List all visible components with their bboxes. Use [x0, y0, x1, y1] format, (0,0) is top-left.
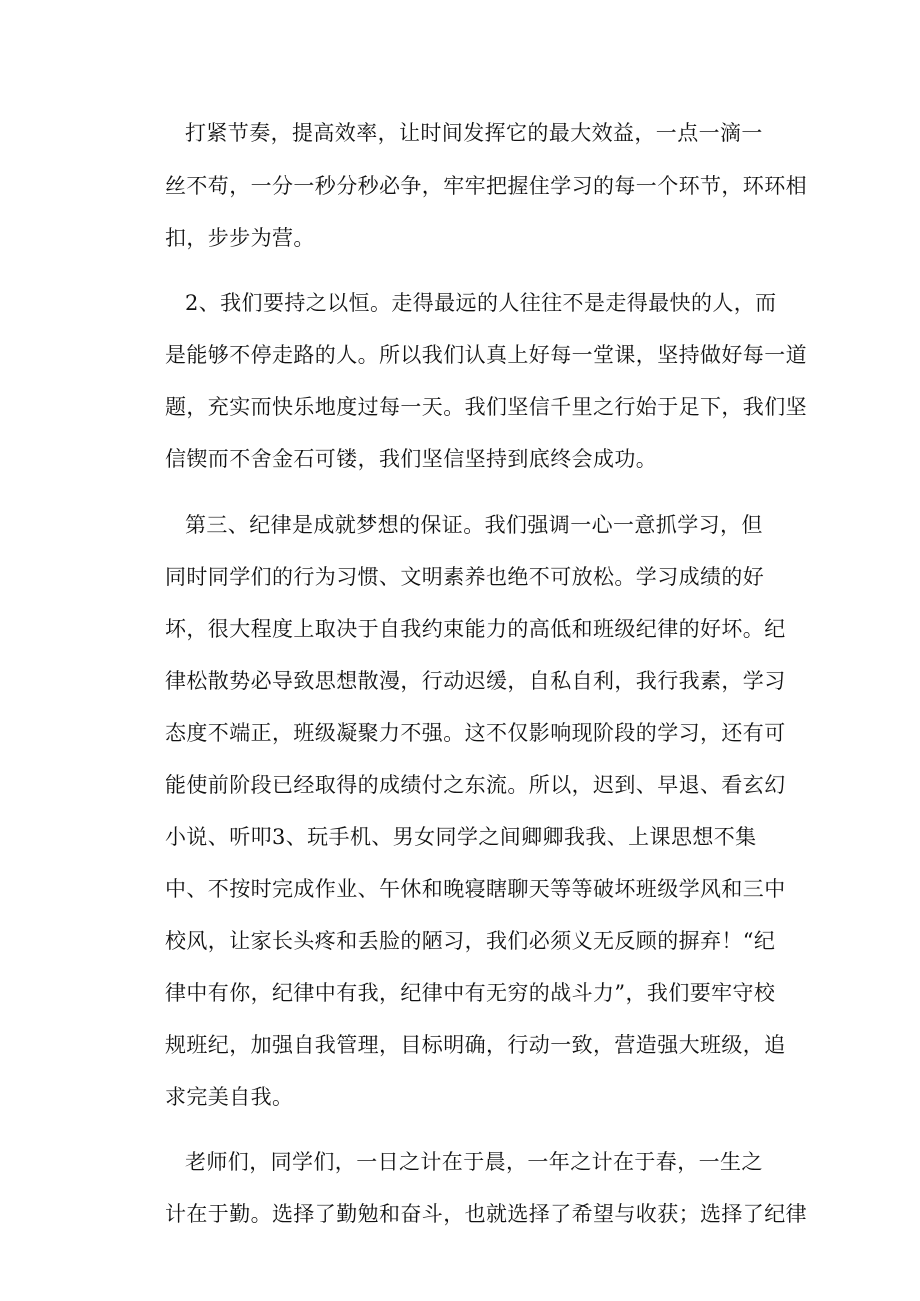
text-line: 能使前阶段已经取得的成绩付之东流。所以，迟到、早退、看玄幻 [165, 773, 786, 797]
text-line: 律中有你，纪律中有我，纪律中有无穷的战斗力”，我们要牢守校 [165, 981, 776, 1005]
text-line: 求完美自我。 [165, 1085, 294, 1109]
text-line: 坏，很大程度上取决于自我约束能力的高低和班级纪律的好坏。纪 [165, 617, 786, 641]
text-line: 丝不苟，一分一秒分秒必争，牢牢把握住学习的每一个环节，环环相 [165, 174, 807, 198]
text-line: 同时同学们的行为习惯、文明素养也绝不可放松。学习成绩的好 [165, 565, 765, 589]
text-line: 律松散势必导致思想散漫，行动迟缓，自私自利，我行我素，学习 [165, 669, 786, 693]
text-line: 2、我们要持之以恒。走得最远的人往往不是走得最快的人，而 [185, 291, 777, 315]
text-line: 打紧节奏，提高效率，让时间发挥它的最大效益，一点一滴一 [185, 121, 763, 145]
text-line: 信锲而不舍金石可镂，我们坚信坚持到底终会成功。 [165, 447, 658, 471]
text-line: 题，充实而快乐地度过每一天。我们坚信千里之行始于足下，我们坚 [165, 395, 807, 419]
text-line: 规班纪，加强自我管理，目标明确，行动一致，营造强大班级，追 [165, 1033, 786, 1057]
text-line: 校风，让家长头疼和丢脸的陋习，我们必须义无反顾的摒弃！“纪 [165, 929, 776, 953]
text-line: 扣，步步为营。 [165, 226, 315, 250]
text-line: 第三、纪律是成就梦想的保证。我们强调一心一意抓学习，但 [185, 513, 763, 537]
text-line: 计在于勤。选择了勤勉和奋斗，也就选择了希望与收获；选择了纪律 [165, 1202, 807, 1226]
text-line: 小说、听叩3、玩手机、男女同学之间卿卿我我、上课思想不集 [165, 825, 757, 849]
text-line: 中、不按时完成作业、午休和晚寝瞎聊天等等破坏班级学风和三中 [165, 877, 786, 901]
text-line: 态度不端正，班级凝聚力不强。这不仅影响现阶段的学习，还有可 [165, 721, 786, 745]
text-line: 是能够不停走路的人。所以我们认真上好每一堂课，坚持做好每一道 [165, 343, 807, 367]
text-line: 老师们，同学们，一日之计在于晨，一年之计在于春，一生之 [185, 1150, 763, 1174]
